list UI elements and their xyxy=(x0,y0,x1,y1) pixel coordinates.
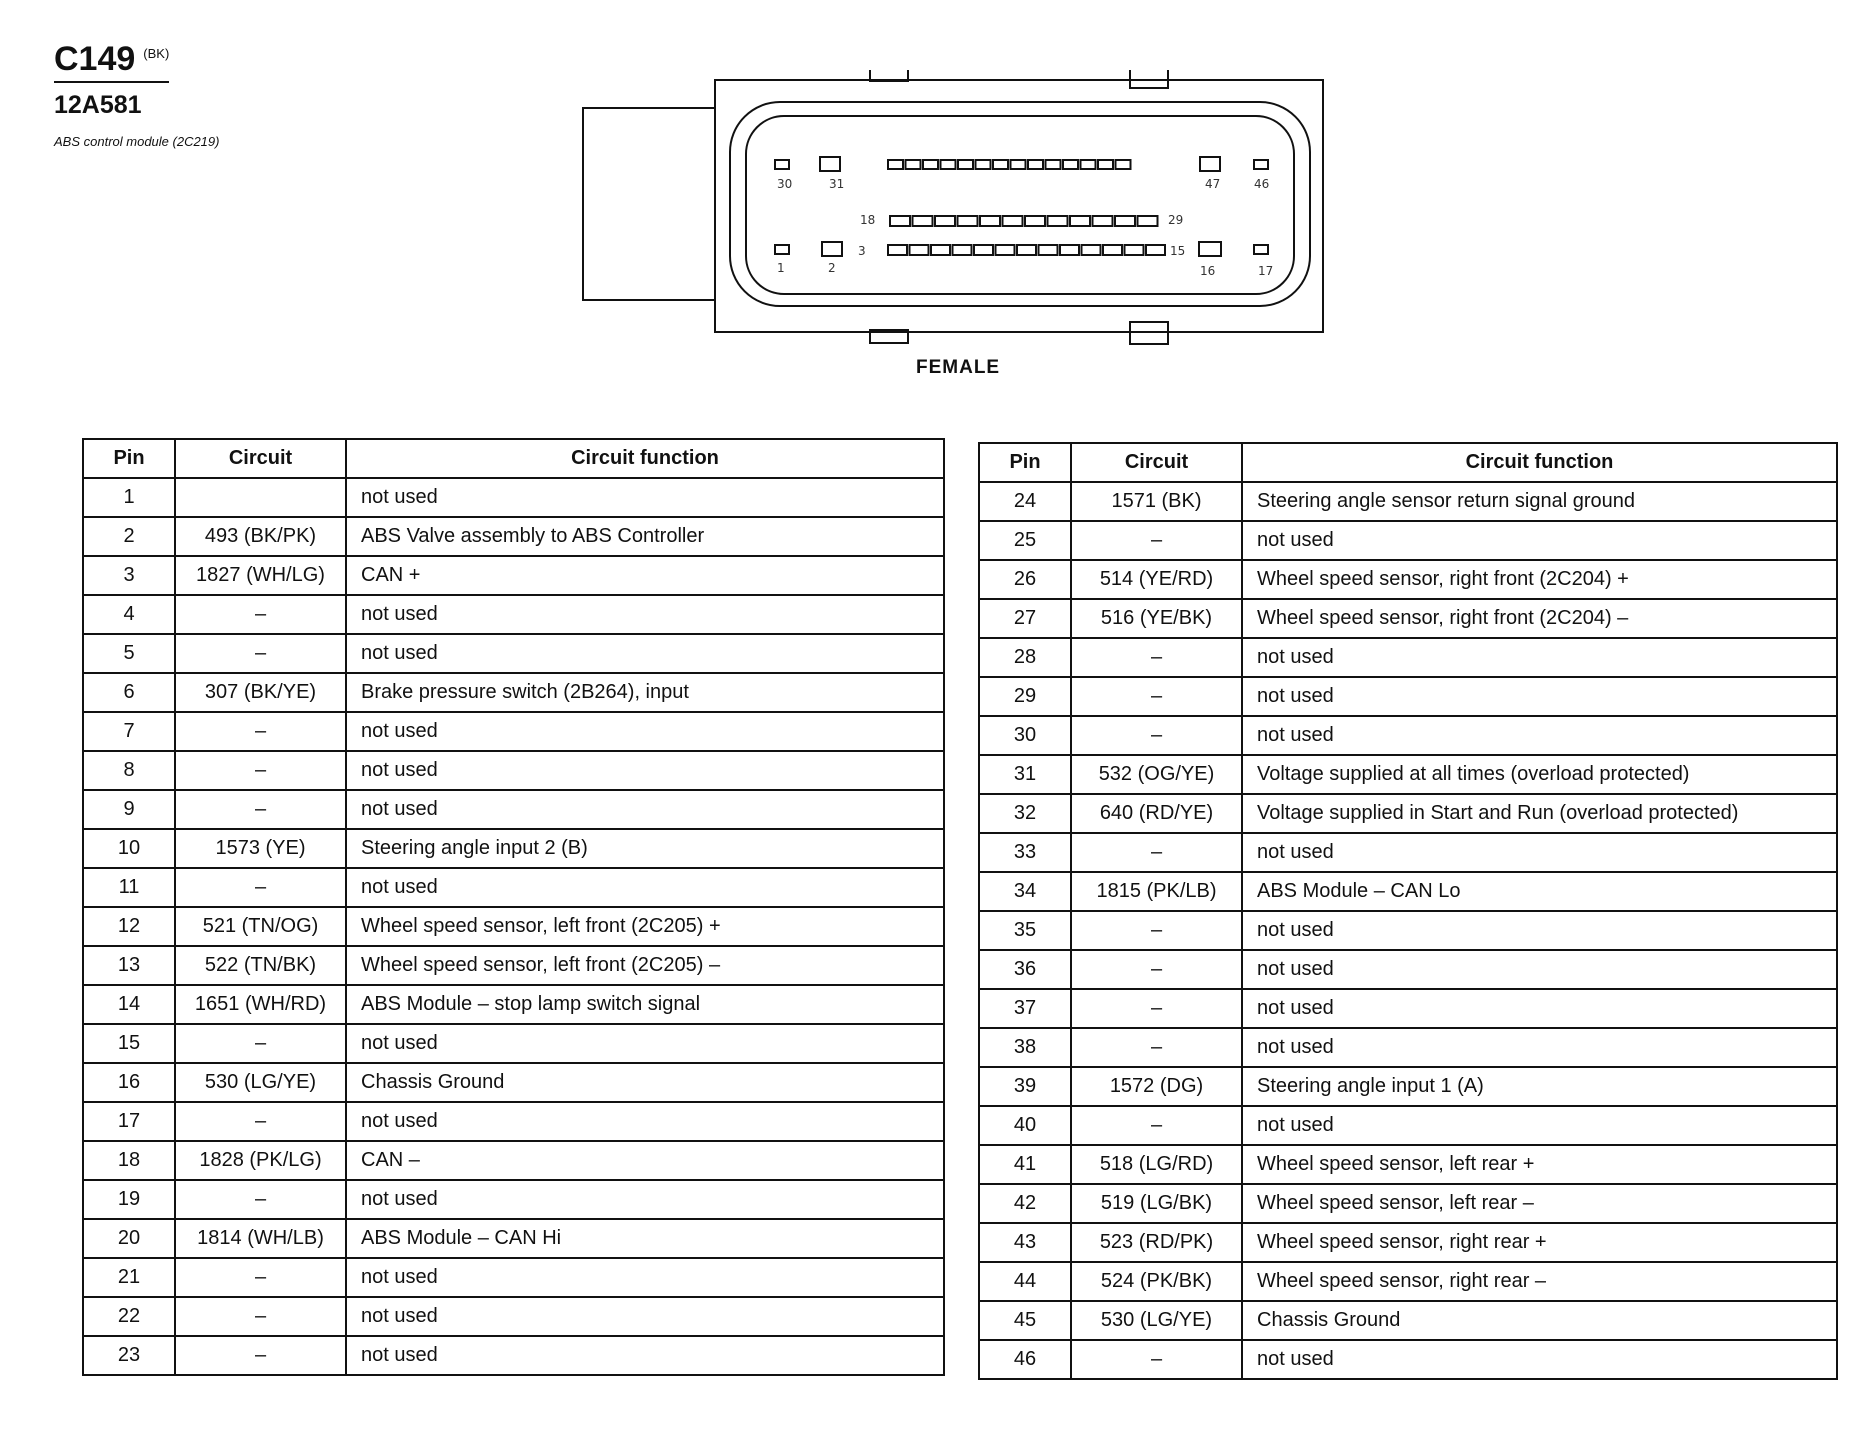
pin-cell: 36 xyxy=(979,950,1071,989)
table-row xyxy=(979,1301,1837,1340)
circuit-cell: 1827 (WH/LG) xyxy=(175,556,346,595)
table-header-row xyxy=(979,443,1837,482)
table-row xyxy=(83,868,944,907)
table-row xyxy=(979,638,1837,677)
function-cell: Wheel speed sensor, right front (2C204) + xyxy=(1242,560,1837,599)
circuit-cell: 532 (OG/YE) xyxy=(1071,755,1242,794)
circuit-cell: 1573 (YE) xyxy=(175,829,346,868)
function-cell: not used xyxy=(346,868,944,907)
function-cell: not used xyxy=(346,1180,944,1219)
function-cell: Voltage supplied at all times (overload protected) xyxy=(1242,755,1837,794)
pin-cell: 26 xyxy=(979,560,1071,599)
table-row xyxy=(83,556,944,595)
pin-cell: 42 xyxy=(979,1184,1071,1223)
pin-cell: 16 xyxy=(83,1063,175,1102)
header-pin: Pin xyxy=(979,443,1071,482)
function-cell: not used xyxy=(1242,1340,1837,1379)
pin-slot xyxy=(1060,245,1079,255)
pin-slot xyxy=(1093,216,1113,226)
table-row xyxy=(979,911,1837,950)
pin-slot xyxy=(941,160,956,169)
circuit-cell: – xyxy=(1071,1340,1242,1379)
pin-label-1: 1 xyxy=(777,261,785,275)
circuit-cell: – xyxy=(1071,911,1242,950)
circuit-cell: – xyxy=(1071,677,1242,716)
pin-slots xyxy=(775,157,1268,256)
table-row xyxy=(83,790,944,829)
pin-slot xyxy=(1125,245,1144,255)
pin-slot xyxy=(976,160,991,169)
function-cell: Steering angle sensor return signal ground xyxy=(1242,482,1837,521)
function-cell: not used xyxy=(346,1024,944,1063)
pin-slot xyxy=(1046,160,1061,169)
circuit-cell: 640 (RD/YE) xyxy=(1071,794,1242,833)
function-cell: Wheel speed sensor, left front (2C205) + xyxy=(346,907,944,946)
table-row xyxy=(83,478,944,517)
function-cell: not used xyxy=(346,634,944,673)
circuit-cell: 519 (LG/BK) xyxy=(1071,1184,1242,1223)
pin-label-46: 46 xyxy=(1254,177,1270,191)
function-cell: Wheel speed sensor, left front (2C205) – xyxy=(346,946,944,985)
pin-cell: 10 xyxy=(83,829,175,868)
function-cell: CAN + xyxy=(346,556,944,595)
circuit-cell: – xyxy=(1071,1106,1242,1145)
circuit-cell: – xyxy=(175,595,346,634)
table-row xyxy=(979,599,1837,638)
function-cell: not used xyxy=(1242,989,1837,1028)
connector-id: C149 $^{(BK)}$ xyxy=(54,40,169,83)
circuit-cell: – xyxy=(1071,1028,1242,1067)
pin-cell: 46 xyxy=(979,1340,1071,1379)
function-cell: not used xyxy=(1242,638,1837,677)
pin-slot xyxy=(974,245,993,255)
pin-cell: 13 xyxy=(83,946,175,985)
pin-slot xyxy=(958,216,978,226)
part-number: 12A581 xyxy=(54,91,142,119)
table-row xyxy=(83,634,944,673)
table-row xyxy=(83,712,944,751)
function-cell: not used xyxy=(346,751,944,790)
table-row xyxy=(979,521,1837,560)
table-row xyxy=(83,946,944,985)
pin-slot xyxy=(923,160,938,169)
function-cell: not used xyxy=(1242,677,1837,716)
circuit-cell: 514 (YE/RD) xyxy=(1071,560,1242,599)
pin-cell: 9 xyxy=(83,790,175,829)
circuit-cell: – xyxy=(175,1297,346,1336)
pin-slot xyxy=(1025,216,1045,226)
pin-cell: 12 xyxy=(83,907,175,946)
pin-slot xyxy=(888,245,907,255)
pin-label-18: 18 xyxy=(860,213,876,227)
pin-slot xyxy=(980,216,1000,226)
function-cell: ABS Module – CAN Hi xyxy=(346,1219,944,1258)
circuit-cell: 307 (BK/YE) xyxy=(175,673,346,712)
pin-cell: 18 xyxy=(83,1141,175,1180)
pin-slot xyxy=(820,157,840,171)
pin-slot xyxy=(775,245,789,254)
circuit-cell: – xyxy=(175,1258,346,1297)
header-circuit: Circuit xyxy=(175,439,346,478)
circuit-cell xyxy=(175,478,346,517)
pin-slot xyxy=(1028,160,1043,169)
table-row xyxy=(83,907,944,946)
function-cell: Chassis Ground xyxy=(346,1063,944,1102)
circuit-cell: 1571 (BK) xyxy=(1071,482,1242,521)
header-function: Circuit function xyxy=(346,439,944,478)
pin-cell: 1 xyxy=(83,478,175,517)
table-row xyxy=(979,950,1837,989)
pin-slot xyxy=(1254,160,1268,169)
pin-cell: 5 xyxy=(83,634,175,673)
pin-cell: 25 xyxy=(979,521,1071,560)
pin-slot xyxy=(1011,160,1026,169)
function-cell: not used xyxy=(346,1297,944,1336)
function-cell: not used xyxy=(1242,1106,1837,1145)
table-row xyxy=(979,989,1837,1028)
table-row xyxy=(979,872,1837,911)
pin-slot xyxy=(996,245,1015,255)
table-row xyxy=(979,677,1837,716)
pin-slot xyxy=(993,160,1008,169)
pin-cell: 45 xyxy=(979,1301,1071,1340)
pin-slot xyxy=(1146,245,1165,255)
header-circuit: Circuit xyxy=(1071,443,1242,482)
circuit-cell: – xyxy=(175,712,346,751)
pin-cell: 2 xyxy=(83,517,175,556)
pin-cell: 30 xyxy=(979,716,1071,755)
table-row xyxy=(979,1184,1837,1223)
pin-slot xyxy=(931,245,950,255)
function-cell: Wheel speed sensor, left rear – xyxy=(1242,1184,1837,1223)
circuit-cell: – xyxy=(1071,950,1242,989)
pin-cell: 34 xyxy=(979,872,1071,911)
pin-slot xyxy=(913,216,933,226)
circuit-cell: 1814 (WH/LB) xyxy=(175,1219,346,1258)
pin-label-30: 30 xyxy=(777,177,793,191)
pin-cell: 40 xyxy=(979,1106,1071,1145)
table-row xyxy=(83,517,944,556)
table-row xyxy=(979,716,1837,755)
function-cell: ABS Module – CAN Lo xyxy=(1242,872,1837,911)
pin-label-3: 3 xyxy=(858,244,866,258)
circuit-cell: – xyxy=(175,790,346,829)
pin-cell: 43 xyxy=(979,1223,1071,1262)
pin-cell: 39 xyxy=(979,1067,1071,1106)
pin-slot xyxy=(1048,216,1068,226)
table-row xyxy=(83,985,944,1024)
table-row xyxy=(979,1145,1837,1184)
pin-cell: 22 xyxy=(83,1297,175,1336)
circuit-cell: – xyxy=(175,634,346,673)
table-row xyxy=(979,1028,1837,1067)
circuit-cell: – xyxy=(175,1180,346,1219)
circuit-cell: – xyxy=(1071,521,1242,560)
pin-slot xyxy=(1199,242,1221,256)
pin-slot xyxy=(1138,216,1158,226)
pin-slot xyxy=(1115,216,1135,226)
pin-label-29: 29 xyxy=(1168,213,1184,227)
module-description: ABS control module (2C219) xyxy=(54,134,220,149)
pin-cell: 8 xyxy=(83,751,175,790)
pin-cell: 4 xyxy=(83,595,175,634)
pin-cell: 32 xyxy=(979,794,1071,833)
table-row xyxy=(83,1180,944,1219)
function-cell: Wheel speed sensor, left rear + xyxy=(1242,1145,1837,1184)
pin-slot xyxy=(1003,216,1023,226)
table-row xyxy=(979,482,1837,521)
table-row xyxy=(979,833,1837,872)
pin-slot xyxy=(935,216,955,226)
pin-slot xyxy=(953,245,972,255)
header-pin: Pin xyxy=(83,439,175,478)
pin-cell: 44 xyxy=(979,1262,1071,1301)
pin-cell: 38 xyxy=(979,1028,1071,1067)
function-cell: not used xyxy=(346,1258,944,1297)
pin-label-47: 47 xyxy=(1205,177,1221,191)
function-cell: not used xyxy=(1242,716,1837,755)
pin-cell: 19 xyxy=(83,1180,175,1219)
circuit-cell: – xyxy=(1071,716,1242,755)
circuit-cell: 493 (BK/PK) xyxy=(175,517,346,556)
pin-slot xyxy=(1070,216,1090,226)
function-cell: not used xyxy=(1242,1028,1837,1067)
table-row xyxy=(979,1067,1837,1106)
circuit-cell: 522 (TN/BK) xyxy=(175,946,346,985)
circuit-cell: 524 (PK/BK) xyxy=(1071,1262,1242,1301)
pin-slot xyxy=(1082,245,1101,255)
function-cell: Steering angle input 2 (B) xyxy=(346,829,944,868)
circuit-cell: – xyxy=(175,751,346,790)
pin-cell: 31 xyxy=(979,755,1071,794)
pin-slot xyxy=(890,216,910,226)
function-cell: Wheel speed sensor, right front (2C204) – xyxy=(1242,599,1837,638)
pin-cell: 3 xyxy=(83,556,175,595)
header-function: Circuit function xyxy=(1242,443,1837,482)
pin-cell: 21 xyxy=(83,1258,175,1297)
table-row xyxy=(979,755,1837,794)
circuit-cell: 530 (LG/YE) xyxy=(175,1063,346,1102)
circuit-cell: 1828 (PK/LG) xyxy=(175,1141,346,1180)
pin-slot xyxy=(958,160,973,169)
table-header-row xyxy=(83,439,944,478)
pin-slot xyxy=(822,242,842,256)
table-row xyxy=(83,1297,944,1336)
circuit-cell: 1815 (PK/LB) xyxy=(1071,872,1242,911)
function-cell: not used xyxy=(346,1336,944,1375)
pin-cell: 28 xyxy=(979,638,1071,677)
pin-cell: 7 xyxy=(83,712,175,751)
pin-cell: 6 xyxy=(83,673,175,712)
function-cell: Brake pressure switch (2B264), input xyxy=(346,673,944,712)
table-row xyxy=(83,1141,944,1180)
pin-label-15: 15 xyxy=(1170,244,1186,258)
table-row xyxy=(83,829,944,868)
pin-label-17: 17 xyxy=(1258,264,1274,278)
pin-slot xyxy=(1017,245,1036,255)
circuit-cell: 516 (YE/BK) xyxy=(1071,599,1242,638)
circuit-cell: 523 (RD/PK) xyxy=(1071,1223,1242,1262)
pin-cell: 29 xyxy=(979,677,1071,716)
circuit-cell: – xyxy=(1071,833,1242,872)
function-cell: not used xyxy=(1242,950,1837,989)
table-row xyxy=(83,1102,944,1141)
function-cell: not used xyxy=(346,478,944,517)
table-row xyxy=(979,1262,1837,1301)
table-row xyxy=(83,1219,944,1258)
table-row xyxy=(979,794,1837,833)
table-row xyxy=(83,673,944,712)
table-row xyxy=(979,560,1837,599)
circuit-cell: – xyxy=(175,1024,346,1063)
function-cell: not used xyxy=(346,1102,944,1141)
pin-slot xyxy=(1103,245,1122,255)
gender-label: FEMALE xyxy=(916,357,1001,378)
pin-cell: 11 xyxy=(83,868,175,907)
circuit-cell: 530 (LG/YE) xyxy=(1071,1301,1242,1340)
table-row xyxy=(979,1340,1837,1379)
circuit-cell: 521 (TN/OG) xyxy=(175,907,346,946)
circuit-cell: – xyxy=(175,1336,346,1375)
function-cell: CAN – xyxy=(346,1141,944,1180)
pin-slot xyxy=(1081,160,1096,169)
pin-label-31: 31 xyxy=(829,177,845,191)
pin-cell: 17 xyxy=(83,1102,175,1141)
table-row xyxy=(979,1106,1837,1145)
function-cell: not used xyxy=(1242,521,1837,560)
circuit-cell: 1651 (WH/RD) xyxy=(175,985,346,1024)
pin-slot xyxy=(888,160,903,169)
table-row xyxy=(83,595,944,634)
table-row xyxy=(83,1336,944,1375)
connector-header xyxy=(54,40,219,149)
pin-cell: 33 xyxy=(979,833,1071,872)
pin-label-16: 16 xyxy=(1200,264,1216,278)
function-cell: not used xyxy=(346,595,944,634)
function-cell: not used xyxy=(346,790,944,829)
table-row xyxy=(83,1063,944,1102)
pin-slot xyxy=(1039,245,1058,255)
function-cell: ABS Module – stop lamp switch signal xyxy=(346,985,944,1024)
function-cell: Steering angle input 1 (A) xyxy=(1242,1067,1837,1106)
pin-slot xyxy=(1098,160,1113,169)
pin-slot xyxy=(1116,160,1131,169)
pin-cell: 37 xyxy=(979,989,1071,1028)
pin-cell: 23 xyxy=(83,1336,175,1375)
pinout-table-left xyxy=(82,438,945,1376)
function-cell: ABS Valve assembly to ABS Controller xyxy=(346,517,944,556)
pin-cell: 14 xyxy=(83,985,175,1024)
pin-cell: 20 xyxy=(83,1219,175,1258)
pin-slot xyxy=(775,160,789,169)
pin-slot xyxy=(1063,160,1078,169)
pin-cell: 35 xyxy=(979,911,1071,950)
pin-slot xyxy=(1254,245,1268,254)
table-row xyxy=(83,1258,944,1297)
connector-diagram xyxy=(570,70,1340,360)
circuit-cell: – xyxy=(1071,638,1242,677)
table-row xyxy=(83,1024,944,1063)
circuit-cell: 1572 (DG) xyxy=(1071,1067,1242,1106)
function-cell: not used xyxy=(1242,833,1837,872)
function-cell: Voltage supplied in Start and Run (overload protected) xyxy=(1242,794,1837,833)
pin-slot xyxy=(1200,157,1220,171)
circuit-cell: – xyxy=(175,868,346,907)
pin-label-2: 2 xyxy=(828,261,836,275)
pin-cell: 15 xyxy=(83,1024,175,1063)
function-cell: Chassis Ground xyxy=(1242,1301,1837,1340)
connector-color: (BK) xyxy=(143,45,170,61)
pin-slot xyxy=(910,245,929,255)
function-cell: not used xyxy=(346,712,944,751)
circuit-cell: – xyxy=(1071,989,1242,1028)
pin-slot xyxy=(906,160,921,169)
circuit-cell: 518 (LG/RD) xyxy=(1071,1145,1242,1184)
pin-cell: 27 xyxy=(979,599,1071,638)
table-row xyxy=(979,1223,1837,1262)
circuit-cell: – xyxy=(175,1102,346,1141)
pin-cell: 24 xyxy=(979,482,1071,521)
function-cell: Wheel speed sensor, right rear + xyxy=(1242,1223,1837,1262)
pinout-table-right xyxy=(978,442,1838,1380)
function-cell: Wheel speed sensor, right rear – xyxy=(1242,1262,1837,1301)
table-row xyxy=(83,751,944,790)
function-cell: not used xyxy=(1242,911,1837,950)
pin-cell: 41 xyxy=(979,1145,1071,1184)
